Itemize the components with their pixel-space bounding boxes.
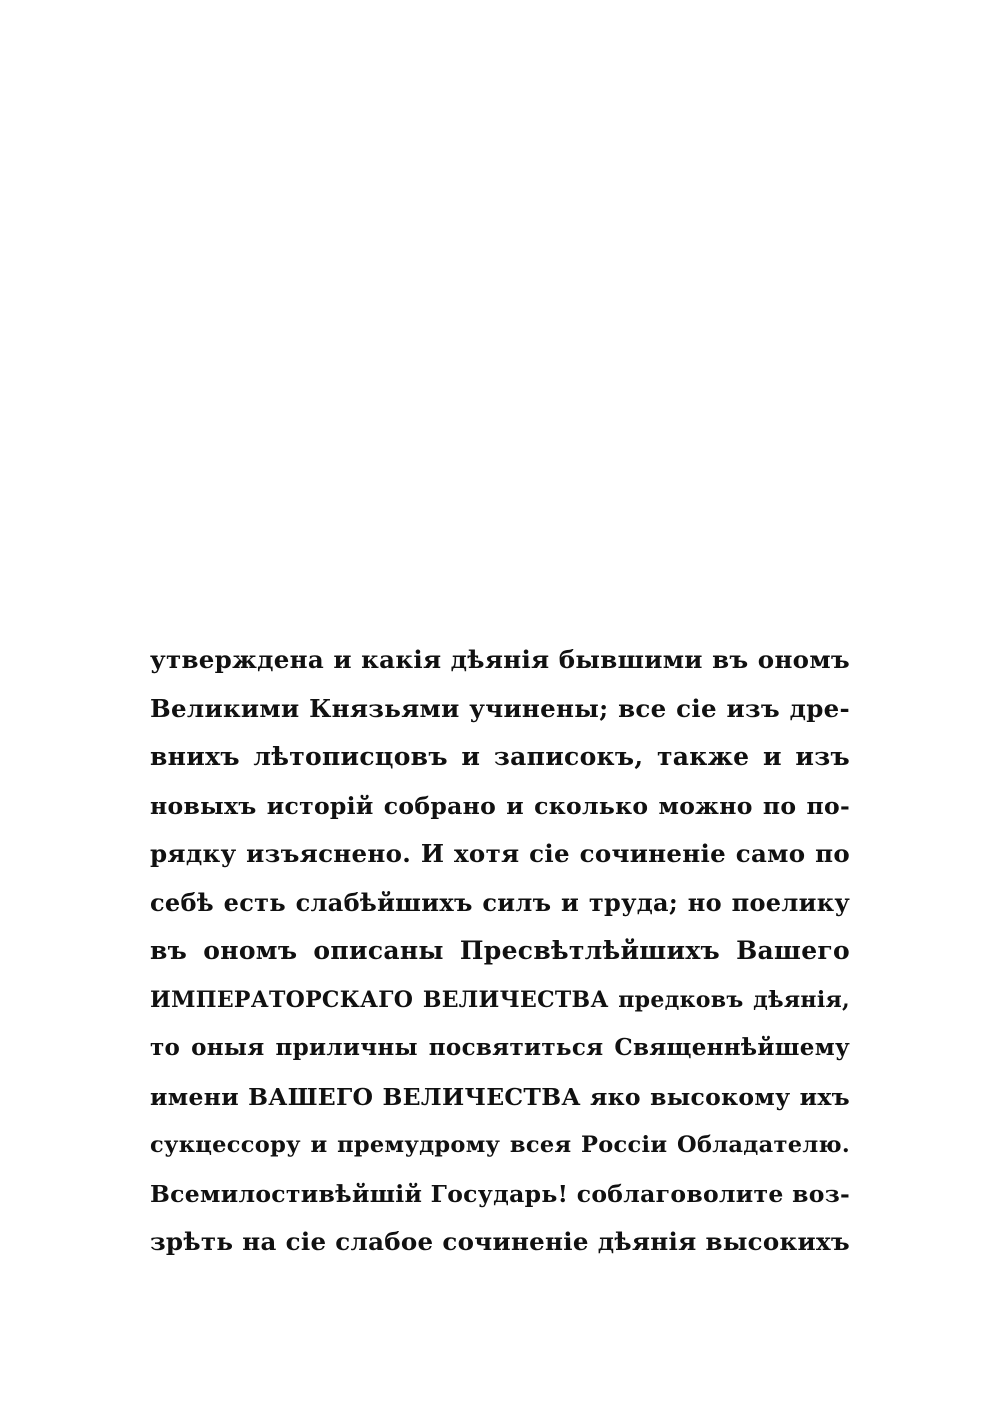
text-line: себѣ есть слабѣйшихъ силъ и труда; но поелику <box>150 887 850 917</box>
text-line: рядку изъяснено. И хотя сіе сочиненіе само по <box>150 839 850 868</box>
text-line: имени ВАШЕГО ВЕЛИЧЕСТВА яко высокому ихъ <box>150 1082 850 1111</box>
text-line: въ ономъ описаны Пресвѣтлѣйшихъ Вашего <box>150 936 850 965</box>
text-line: сукцессору и премудрому всея Россіи Обладателю. <box>150 1132 850 1158</box>
text-line: внихъ лѣтописцовъ и записокъ, также и изъ <box>150 742 850 771</box>
text-line: утверждена и какія дѣянія бывшими въ ономъ <box>150 645 850 674</box>
text-line: Всемилостивѣйшій Государь! соблаговолите воз- <box>150 1179 850 1208</box>
text-line: новыхъ исторій собрано и сколько можно по по- <box>150 791 850 820</box>
text-line: то оныя приличны посвятиться Священнѣйшему <box>150 1034 850 1061</box>
body-text <box>150 636 850 1267</box>
text-line: зрѣть на сіе слабое сочиненіе дѣянія высокихъ <box>150 1227 850 1256</box>
text-line: ИМПЕРАТОРСКАГО ВЕЛИЧЕСТВА предковъ дѣянія, <box>150 986 850 1013</box>
text-line: Великими Князьями учинены; все сіе изъ дре- <box>150 693 850 723</box>
